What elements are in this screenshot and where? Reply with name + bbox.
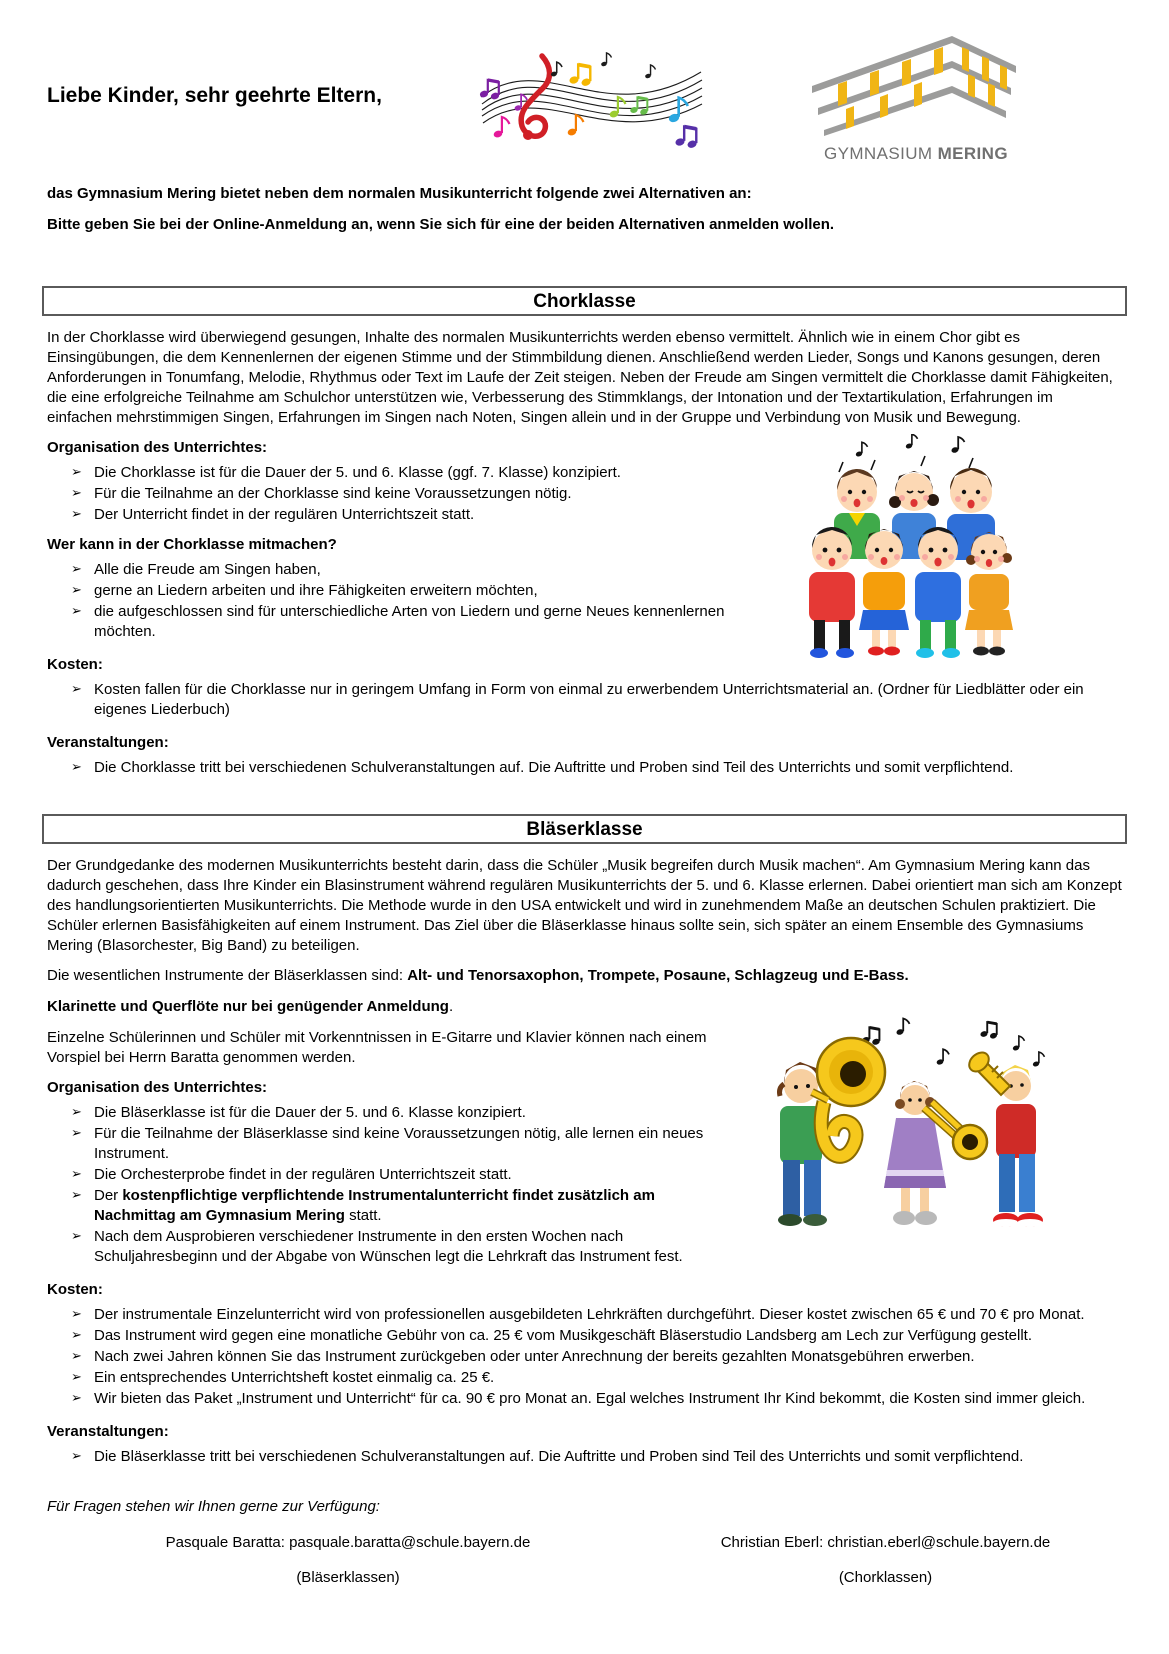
chorklasse-organisation-list: [47, 463, 763, 525]
list-item-text: Für die Teilnahme der Bläserklasse sind keine Voraussetzungen nötig, alle lernen ein neues Instrument.: [94, 1125, 704, 1162]
bullet-arrow-icon: ➢: [71, 604, 82, 619]
list-item-text: Die Bläserklasse ist für die Dauer der 5. und 6. Klasse konzipiert.: [94, 1104, 526, 1121]
bullet-arrow-icon: ➢: [71, 1391, 82, 1406]
chorklasse-organisation-heading: Organisation des Unterrichtes:: [47, 439, 268, 456]
intro: [0, 184, 1169, 235]
blaeserklasse-veranstaltungen-list: [47, 1447, 1122, 1467]
blaeserklasse-vorspiel-paragraph: Einzelne Schülerinnen und Schüler mit Vorkenntnissen in E-Gitarre und Klavier können nach einem Vorspiel bei Herrn Baratta genommen werden.: [47, 1029, 707, 1066]
logo-word-mering: MERING: [937, 144, 1008, 163]
contact-eberl-line: Christian Eberl: christian.eberl@schule.bayern.de: [720, 1534, 1051, 1551]
bullet-arrow-icon: ➢: [71, 1167, 82, 1182]
bullet-arrow-icon: ➢: [71, 760, 82, 775]
list-item: [47, 484, 763, 504]
bullet-arrow-icon: ➢: [71, 583, 82, 598]
list-item: [47, 1165, 711, 1185]
singing-children-clipart-icon: [797, 434, 1015, 664]
list-item-text: Wir bieten das Paket „Instrument und Unterricht“ für ca. 90 € pro Monat an. Egal welches Instrument Ihr Kind bekommt, die Kosten sind immer gleich.: [94, 1390, 1086, 1407]
blaeserklasse-organisation-list: [47, 1103, 711, 1267]
list-item-text: Der instrumentale Einzelunterricht wird von professionellen ausgebildeten Lehrkräften durchgeführt. Dieser kostet zwischen 65 € und 70 € pro Monat.: [94, 1306, 1085, 1323]
chorklasse-veranstaltungen-heading: Veranstaltungen:: [47, 734, 169, 751]
section-heading-chorklasse: Chorklasse: [42, 286, 1127, 316]
chorklasse-kosten-heading: Kosten:: [47, 656, 103, 673]
contact-eberl: [649, 1533, 1122, 1588]
blaeserklasse-organisation-heading: Organisation des Unterrichtes:: [47, 1079, 268, 1096]
bullet-arrow-icon: ➢: [71, 1449, 82, 1464]
bullet-arrow-icon: ➢: [71, 1105, 82, 1120]
bullet-arrow-icon: ➢: [71, 1126, 82, 1141]
contact-baratta-line: Pasquale Baratta: pasquale.baratta@schule.bayern.de: [165, 1534, 531, 1551]
chorklasse-wer-list: [47, 560, 763, 642]
list-item-text: Nach dem Ausprobieren verschiedener Instrumente in den ersten Wochen nach Schuljahresbeginn und der Abgabe von Wünschen legt die Lehrkraft das Instrument fest.: [94, 1228, 683, 1265]
list-item-text: Ein entsprechendes Unterrichtsheft kostet einmalig ca. 25 €.: [94, 1369, 495, 1386]
blaeserklasse-veranstaltungen-heading: Veranstaltungen:: [47, 1423, 169, 1440]
list-item-text: Nach zwei Jahren können Sie das Instrument zurückgeben oder unter Anrechnung der bereits gezahlten Monatsgebühren erwerben.: [94, 1348, 975, 1365]
list-item: [47, 560, 763, 580]
list-item: [47, 602, 763, 642]
page-title: Liebe Kinder, sehr geehrte Eltern,: [47, 84, 382, 107]
bullet-arrow-icon: ➢: [71, 1307, 82, 1322]
bullet-arrow-icon: ➢: [71, 1229, 82, 1244]
list-item-text: die aufgeschlossen sind für unterschiedliche Arten von Liedern und gerne Neues kennenlernen möchten.: [94, 603, 725, 640]
bullet-arrow-icon: ➢: [71, 1349, 82, 1364]
bullet-arrow-icon: ➢: [71, 1370, 82, 1385]
list-item: [47, 1124, 711, 1164]
school-logo-text: [808, 144, 1024, 164]
chorklasse-intro-paragraph: In der Chorklasse wird überwiegend gesungen, Inhalte des normalen Musikunterrichts werden ebenso vermittelt. Ähnlich wie in einem Chor gibt es Einsingübungen, die dem Kennenlernen der eigenen Stimme und der Stimmbildung dienen. Anschließend werden Lieder, Songs und Kanons gesungen, deren Anforderungen in Tonumfang, Melodie, Rhythmus oder Text im Laufe der Zeit steigen. Neben der Freude am Singen vermittelt die Chorklasse damit Fähigkeiten, die eine erfolgreiche Teilnahme am Schulchor unterstützen wie, Verbesserung des Stimmklangs, der Intonation und der Textartikulation, Erfahrungen im einfachen mehrstimmigen Singen, Erfahrungen im Singen nach Noten, Singen allein und in der Gruppe und Verbindung von Musik und Bewegung.: [47, 329, 1113, 426]
bullet-arrow-icon: ➢: [71, 1188, 82, 1203]
list-item-text: gerne an Liedern arbeiten und ihre Fähigkeiten erweitern möchten,: [94, 582, 538, 599]
intro-line-1: das Gymnasium Mering bietet neben dem normalen Musikunterricht folgende zwei Alternativen an:: [47, 185, 752, 202]
footer-fragen-line: Für Fragen stehen wir Ihnen gerne zur Verfügung:: [47, 1498, 380, 1515]
list-item: [47, 1447, 1122, 1467]
list-item-suffix: statt.: [344, 1207, 382, 1224]
contact-baratta-role: (Bläserklassen): [296, 1569, 400, 1586]
instruments-prefix: Die wesentlichen Instrumente der Bläserklassen sind:: [47, 967, 408, 984]
chorklasse-veranstaltungen-list: [47, 758, 1122, 778]
list-item: [47, 758, 1122, 778]
bullet-arrow-icon: ➢: [71, 486, 82, 501]
list-item: [47, 1186, 711, 1226]
list-item: [47, 1368, 1122, 1388]
contact-eberl-role: (Chorklassen): [838, 1569, 933, 1586]
chorklasse-kosten-list: [47, 680, 1122, 720]
section-heading-blaeserklasse: Bläserklasse: [42, 814, 1127, 844]
intro-line-2: Bitte geben Sie bei der Online-Anmeldung an, wenn Sie sich für eine der beiden Alternativen anmelden wollen.: [47, 216, 835, 233]
blaeserklasse-intro-paragraph: Der Grundgedanke des modernen Musikunterrichts besteht darin, dass die Schüler „Musik begreifen durch Musik machen“. Am Gymnasium Mering kann das dadurch geschehen, dass Ihre Kinder ein Blasinstrument während regulären Musikunterrichts der 5. und 6. Klasse erlernen. Dabei orientiert man sich am Konzept des handlungsorientierten Musikunterrichts. Die Methode wurde in den USA entwickelt und wird in zunehmendem Maße an deutschen Schulen praktiziert. Die Schüler erlernen Basisfähigkeiten auf einem Instrument. Das Ziel über die Bläserklasse hinaus sollte sein, sich später an einem Ensemble des Gymnasiums Mering (Blasorchester, Big Band) zu beteiligen.: [47, 857, 1122, 954]
music-notes-clipart-icon: [476, 46, 708, 154]
brass-children-clipart-icon: [754, 1000, 1050, 1245]
list-item-text: Der Unterricht findet in der regulären Unterrichtszeit statt.: [94, 506, 475, 523]
list-item-text: Die Chorklasse tritt bei verschiedenen Schulveranstaltungen auf. Die Auftritte und Proben sind Teil des Unterrichts und somit verpflichtend.: [94, 759, 1014, 776]
school-building-logo-icon: [810, 26, 1022, 138]
bullet-arrow-icon: ➢: [71, 507, 82, 522]
list-item-text: Das Instrument wird gegen eine monatliche Gebühr von ca. 25 € vom Musikgeschäft Bläserstudio Landsberg am Lech zur Verfügung gestellt.: [94, 1327, 1033, 1344]
list-item-bold: kostenpflichtige verpflichtende Instrumentalunterricht findet zusätzlich am Nachmittag am Gymnasium Mering: [94, 1187, 655, 1224]
list-item-text: Die Orchesterprobe findet in der regulären Unterrichtszeit statt.: [94, 1166, 512, 1183]
list-item: [47, 581, 763, 601]
list-item: [47, 1389, 1122, 1409]
list-item-prefix: Der: [94, 1187, 123, 1204]
blaeserklasse-kosten-list: [47, 1305, 1122, 1409]
contact-baratta: [47, 1533, 649, 1588]
list-item-text: Die Chorklasse ist für die Dauer der 5. und 6. Klasse (ggf. 7. Klasse) konzipiert.: [94, 464, 621, 481]
chorklasse-left-column: [0, 438, 810, 642]
chorklasse-wer-heading: Wer kann in der Chorklasse mitmachen?: [47, 536, 337, 553]
blaeserklasse-instruments-line: [47, 966, 1122, 986]
list-item: [47, 463, 763, 483]
bullet-arrow-icon: ➢: [71, 682, 82, 697]
blaeserklasse-left-column: [0, 1028, 758, 1267]
list-item: [47, 680, 1122, 720]
list-item: [47, 1227, 711, 1267]
school-logo: [808, 26, 1024, 164]
list-item: [47, 1103, 711, 1123]
list-item-text: Kosten fallen für die Chorklasse nur in geringem Umfang in Form von einmal zu erwerbendem Unterrichtsmaterial an. (Ordner für Liedblätter oder ein eigenes Liederbuch): [94, 681, 1084, 718]
bullet-arrow-icon: ➢: [71, 562, 82, 577]
list-item-text: Alle die Freude am Singen haben,: [94, 561, 321, 578]
footer-contacts: [47, 1533, 1122, 1588]
list-item-text: Für die Teilnahme an der Chorklasse sind keine Voraussetzungen nötig.: [94, 485, 572, 502]
bullet-arrow-icon: ➢: [71, 465, 82, 480]
list-item: [47, 1305, 1122, 1325]
klarinette-period: .: [448, 998, 454, 1015]
klarinette-bold: Klarinette und Querflöte nur bei genügender Anmeldung: [47, 998, 449, 1015]
list-item: [47, 1326, 1122, 1346]
list-item: [47, 505, 763, 525]
list-item-text: Die Bläserklasse tritt bei verschiedenen Schulveranstaltungen auf. Die Auftritte und Proben sind Teil des Unterrichts und somit verpflichtend.: [94, 1448, 1024, 1465]
header: [0, 0, 1169, 180]
logo-word-gymnasium: GYMNASIUM: [824, 144, 933, 163]
blaeserklasse-kosten-heading: Kosten:: [47, 1281, 103, 1298]
instruments-bold: Alt- und Tenorsaxophon, Trompete, Posaune, Schlagzeug und E-Bass.: [407, 967, 909, 984]
list-item: [47, 1347, 1122, 1367]
bullet-arrow-icon: ➢: [71, 1328, 82, 1343]
